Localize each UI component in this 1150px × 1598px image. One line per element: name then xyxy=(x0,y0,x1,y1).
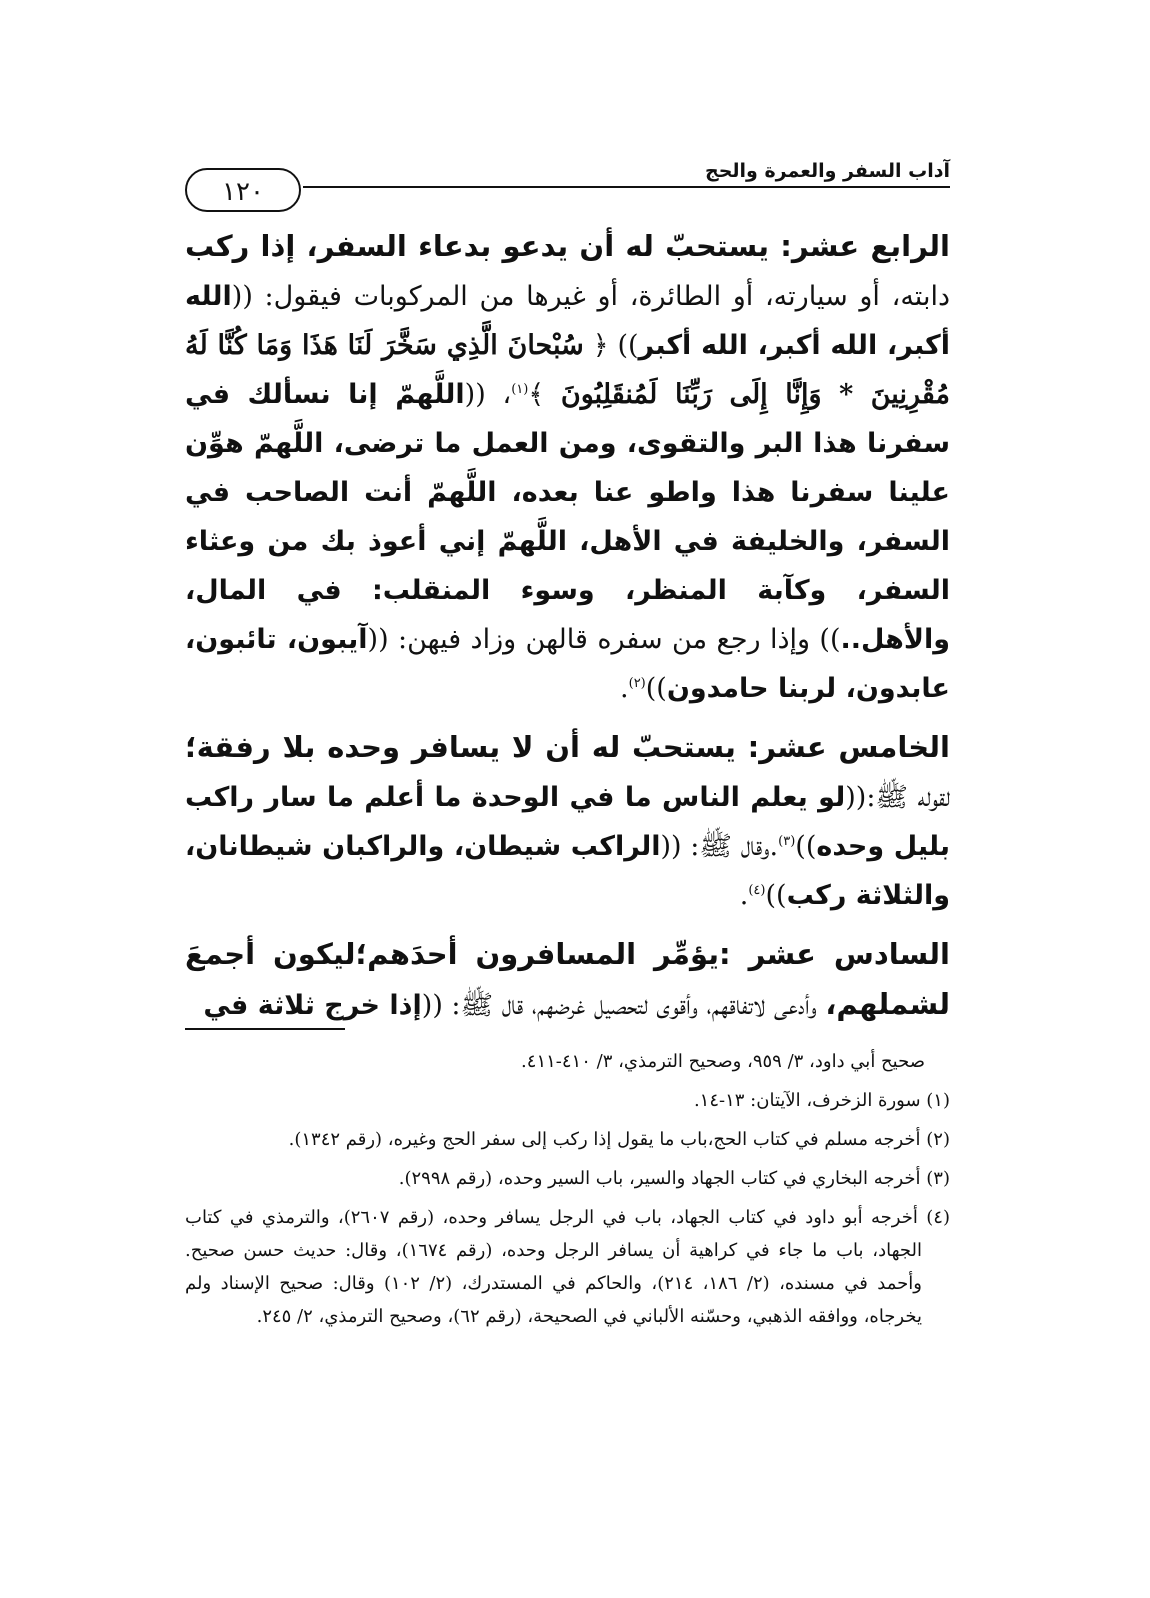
footnote-ref[interactable]: (٤) xyxy=(748,883,766,898)
text-run: دابته، أو سيارته، أو الطائرة، أو غيرها من المركوبات فيقول: (( xyxy=(231,281,950,312)
footnote-ref[interactable]: (٣) xyxy=(778,834,796,849)
text-run: )) xyxy=(795,831,817,862)
footnote-1: (١) سورة الزخرف، الآيتان: ١٣-١٤. xyxy=(693,1090,950,1111)
hadith-text: الراكب شيطان، والراكبان شيطانان، والثلاثة ركب xyxy=(185,831,950,911)
quran-verse: سُبْحانَ الَّذِي سَخَّرَ لَنَا هَذَا وَمَا كُنَّا لَهُ مُقْرِنِينَ * وَإِنَّا إِلَى رَبِّنَا لَمُنقَلِبُونَ xyxy=(185,330,950,410)
takbir-text: الله أكبر، الله أكبر، الله أكبر xyxy=(185,281,950,361)
header-title: آداب السفر والعمرة والحج xyxy=(705,160,950,182)
return-dua-text: آيبون، تائبون، عابدون، لربنا حامدون xyxy=(185,624,950,704)
text-run: .وقال ﷺ: (( xyxy=(660,831,779,862)
main-text xyxy=(185,222,950,1040)
footnote-divider xyxy=(185,1028,345,1030)
dua-text: اللَّهمّ إنا نسألك في سفرنا هذا البر والتقوى، ومن العمل ما ترضى، اللَّهمّ هوِّن علينا سفرنا هذا واطو عنا بعده، اللَّهمّ أنت الصاحب في السفر، والخليفة في الأهل، اللَّهمّ إني أعوذ بك من وعثاء السفر، وكآبة المنظر، وسوء المنقلب: في المال، والأهل.. xyxy=(185,379,950,655)
text-run: )) ﴿ xyxy=(583,330,639,361)
text-run: . xyxy=(620,673,629,704)
paragraph-sixteenth xyxy=(185,930,950,1030)
footnote-ref[interactable]: (٢) xyxy=(628,676,646,691)
text-run: ، (( xyxy=(464,379,512,410)
header-rule xyxy=(303,186,950,188)
text-run: )) وإذا رجع من سفره قالهن وزاد فيهن: (( xyxy=(367,624,841,655)
paragraph-fourteenth xyxy=(185,222,950,713)
paragraph-lead: الرابع عشر: يستحبّ له أن يدعو بدعاء السفر، إذا ركب xyxy=(185,229,950,263)
paragraph-lead: الخامس عشر: يستحبّ له أن لا يسافر وحده بلا رفقة؛ xyxy=(185,730,950,764)
text-run: لقوله ﷺ:(( xyxy=(845,782,950,813)
footnote-ref[interactable]: (١) xyxy=(511,382,529,397)
page-number: ١٢٠ xyxy=(185,168,301,212)
hadith-text: إذا خرج ثلاثة في xyxy=(203,990,422,1021)
paragraph-fifteenth xyxy=(185,723,950,920)
footnote-2: (٢) أخرجه مسلم في كتاب الحج،باب ما يقول إذا ركب إلى سفر الحج وغيره، (رقم ١٣٤٢). xyxy=(288,1129,950,1150)
text-run: )) xyxy=(765,880,787,911)
text-run: وأدعى لاتفاقهم، وأقوى لتحصيل غرضهم، قال ﷺ: (( xyxy=(421,990,826,1021)
footnotes xyxy=(185,1045,950,1339)
paragraph-lead: السادس عشر :يؤمِّر المسافرون أحدَهم؛ليكون أجمعَ لشملهم، xyxy=(185,937,950,1021)
text-run: )) xyxy=(645,673,667,704)
footnote-3: (٣) أخرجه البخاري في كتاب الجهاد والسير، باب السير وحده، (رقم ٢٩٩٨). xyxy=(398,1168,950,1189)
text-run: ﴾ xyxy=(528,379,561,410)
text-run: . xyxy=(739,880,749,911)
hadith-text: لو يعلم الناس ما في الوحدة ما أعلم ما سار راكب بليل وحده xyxy=(185,782,950,862)
running-header xyxy=(185,158,950,214)
footnote-continuation: صحيح أبي داود، ٣/ ٩٥٩، وصحيح الترمذي، ٣/ ٤١٠-٤١١. xyxy=(521,1051,925,1072)
footnote-4: (٤) أخرجه أبو داود في كتاب الجهاد، باب في الرجل يسافر وحده، (رقم ٢٦٠٧)، والترمذي في كتاب الجهاد، باب ما جاء في كراهية أن يسافر الرجل وحده، (رقم ١٦٧٤)، وقال: حديث حسن صحيح. وأحمد في مسنده، (٢/ ١٨٦، ٢١٤)، والحاكم في المستدرك، (٢/ ١٠٢) وقال: صحيح الإسناد ولم يخرجاه، ووافقه الذهبي، وحسّنه الألباني في الصحيحة، (رقم ٦٢)، وصحيح الترمذي، ٢/ ٢٤٥. xyxy=(185,1207,950,1327)
